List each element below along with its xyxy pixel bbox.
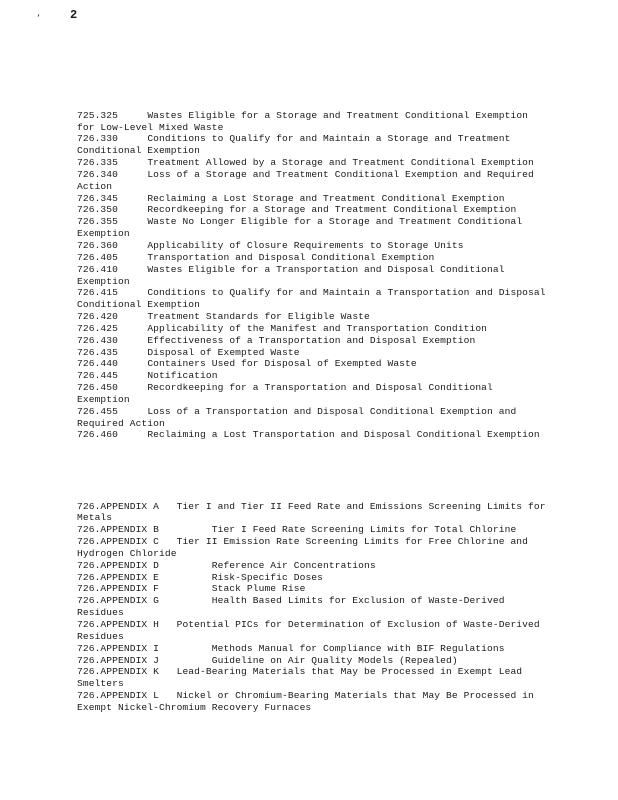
entry-code: 726.460 xyxy=(77,429,119,441)
entry-spacing xyxy=(118,370,147,381)
entry-title: Recordkeeping for a Storage and Treatment Conditional Exemption xyxy=(147,204,517,216)
entry-title: Waste No Longer Eligible for a Storage and Treatment Conditional Exemption xyxy=(77,216,529,240)
section-entry xyxy=(77,347,547,359)
entry-title: Reclaiming a Lost Transportation and Disposal Conditional Exemption xyxy=(147,429,540,441)
entry-title: Effectiveness of a Transportation and Disposal Exemption xyxy=(147,334,476,346)
table-of-contents xyxy=(77,86,552,726)
entry-code: 726.415 xyxy=(77,287,119,299)
appendices-list xyxy=(77,500,552,714)
entry-code: 726.420 xyxy=(77,311,119,323)
entry-spacing xyxy=(118,216,147,227)
appendix-entry xyxy=(77,500,552,525)
scan-mark: ‘ xyxy=(36,14,41,23)
entry-spacing xyxy=(118,429,147,440)
entry-title: Reclaiming a Lost Storage and Treatment Conditional Exemption xyxy=(147,192,505,204)
entry-spacing xyxy=(118,311,147,322)
entry-title: Conditions to Qualify for and Maintain a Transportation and Disposal Conditional Exemption xyxy=(77,287,552,311)
sections-list xyxy=(77,109,552,442)
section-entry xyxy=(77,370,547,382)
entry-code: 726.APPENDIX H xyxy=(77,618,160,630)
entry-spacing xyxy=(118,204,147,215)
entry-code: 726.450 xyxy=(77,382,119,394)
entry-title: Wastes Eligible for a Transportation and Disposal Conditional Exemption xyxy=(77,263,511,287)
entry-title: Treatment Allowed by a Storage and Treatment Conditional Exemption xyxy=(147,157,534,169)
entry-spacing xyxy=(118,193,147,204)
entry-spacing xyxy=(159,560,212,571)
entry-title: Tier I Feed Rate Screening Limits for Total Chlorine xyxy=(211,524,517,536)
entry-title: Guideline on Air Quality Models (Repealed) xyxy=(211,654,458,666)
entry-code: 726.330 xyxy=(77,133,119,145)
entry-code: 726.445 xyxy=(77,370,119,382)
entry-spacing xyxy=(159,572,212,583)
entry-spacing xyxy=(118,287,147,298)
appendix-entry xyxy=(77,666,547,690)
entry-code: 726.430 xyxy=(77,334,119,346)
entry-spacing xyxy=(118,323,147,334)
entry-spacing xyxy=(159,690,177,701)
entry-title: Wastes Eligible for a Storage and Treatment Conditional Exemption for Low-Level Mixed Waste xyxy=(77,109,534,133)
entry-code: 726.APPENDIX G xyxy=(77,595,160,607)
entry-spacing xyxy=(118,358,147,369)
entry-spacing xyxy=(159,501,177,512)
section-entry xyxy=(77,382,547,406)
section-entry xyxy=(77,133,547,157)
entry-title: Health Based Limits for Exclusion of Waste-Derived Residues xyxy=(77,595,511,619)
entry-code: 726.APPENDIX A xyxy=(77,500,160,512)
section-entry xyxy=(77,429,547,441)
entry-spacing xyxy=(159,583,212,594)
entry-spacing xyxy=(159,595,212,606)
entry-code: 726.410 xyxy=(77,263,119,275)
entry-spacing xyxy=(159,655,212,666)
entry-spacing xyxy=(159,524,212,535)
entry-spacing xyxy=(159,536,177,547)
section-gap xyxy=(77,465,547,477)
entry-title: Transportation and Disposal Conditional Exemption xyxy=(147,251,435,263)
entry-title: Notification xyxy=(147,370,218,382)
section-entry xyxy=(77,157,547,169)
section-entry xyxy=(77,204,547,216)
entry-code: 726.APPENDIX E xyxy=(77,571,160,583)
appendix-entry xyxy=(77,583,547,595)
entry-spacing xyxy=(118,335,147,346)
section-entry xyxy=(77,358,547,370)
entry-code: 726.APPENDIX L xyxy=(77,690,160,702)
page-number: 2 xyxy=(70,8,78,22)
entry-title: Tier I and Tier II Feed Rate and Emissions Screening Limits for Metals xyxy=(77,500,552,524)
appendix-entry xyxy=(77,690,547,714)
entry-code: 726.APPENDIX D xyxy=(77,559,160,571)
entry-title: Nickel or Chromium-Bearing Materials that May Be Processed in Exempt Nickel-Chromium Recovery Furnaces xyxy=(77,690,540,713)
entry-title: Loss of a Storage and Treatment Conditional Exemption and Required Action xyxy=(77,168,540,192)
entry-code: 726.440 xyxy=(77,358,119,370)
section-entry xyxy=(77,169,547,193)
appendix-entry xyxy=(77,524,547,536)
entry-title: Methods Manual for Compliance with BIF Regulations xyxy=(211,642,505,654)
appendix-entry xyxy=(77,560,547,572)
entry-code: 726.455 xyxy=(77,405,119,417)
entry-code: 726.APPENDIX I xyxy=(77,642,160,654)
entry-title: Stack Plume Rise xyxy=(211,583,306,595)
section-entry xyxy=(77,323,547,335)
entry-code: 726.APPENDIX F xyxy=(77,583,160,595)
entry-spacing xyxy=(118,252,147,263)
section-entry xyxy=(77,287,552,311)
entry-title: Potential PICs for Determination of Exclusion of Waste-Derived Residues xyxy=(77,618,546,642)
entry-title: Risk-Specific Doses xyxy=(211,571,324,583)
entry-title: Recordkeeping for a Transportation and Disposal Conditional Exemption xyxy=(77,382,499,405)
entry-spacing xyxy=(118,406,147,417)
appendix-entry xyxy=(77,536,547,560)
entry-code: 726.340 xyxy=(77,168,119,180)
entry-code: 726.360 xyxy=(77,239,119,251)
entry-spacing xyxy=(159,643,212,654)
section-entry xyxy=(77,335,547,347)
entry-title: Reference Air Concentrations xyxy=(211,559,376,571)
entry-spacing xyxy=(118,347,147,358)
entry-code: 726.APPENDIX B xyxy=(77,524,160,536)
entry-code: 726.355 xyxy=(77,216,119,228)
entry-spacing xyxy=(118,169,147,180)
entry-spacing xyxy=(118,382,147,393)
entry-spacing xyxy=(118,240,147,251)
entry-title: Conditions to Qualify for and Maintain a Storage and Treatment Conditional Exemption xyxy=(77,133,517,157)
entry-spacing xyxy=(118,264,147,275)
section-entry xyxy=(77,216,547,240)
entry-code: 726.345 xyxy=(77,192,119,204)
section-entry xyxy=(77,406,547,430)
appendix-entry xyxy=(77,595,547,619)
appendix-entry xyxy=(77,619,547,643)
entry-code: 725.325 xyxy=(77,109,119,121)
entry-title: Lead-Bearing Materials that May be Processed in Exempt Lead Smelters xyxy=(77,666,529,690)
entry-title: Treatment Standards for Eligible Waste xyxy=(147,311,370,323)
entry-title: Containers Used for Disposal of Exempted Waste xyxy=(147,358,417,370)
entry-spacing xyxy=(118,110,147,121)
entry-title: Loss of a Transportation and Disposal Conditional Exemption and Required Action xyxy=(77,405,523,429)
appendix-entry xyxy=(77,655,547,667)
section-entry xyxy=(77,193,547,205)
entry-title: Disposal of Exempted Waste xyxy=(147,346,300,358)
entry-spacing xyxy=(118,133,147,144)
entry-code: 726.APPENDIX C xyxy=(77,536,160,548)
section-entry xyxy=(77,311,547,323)
appendix-entry xyxy=(77,643,547,655)
entry-spacing xyxy=(159,666,177,677)
entry-title: Tier II Emission Rate Screening Limits for Free Chlorine and Hydrogen Chloride xyxy=(77,536,534,559)
entry-code: 726.335 xyxy=(77,157,119,169)
entry-code: 726.425 xyxy=(77,322,119,334)
appendix-entry xyxy=(77,572,547,584)
entry-title: Applicability of the Manifest and Transportation Condition xyxy=(147,322,488,334)
entry-spacing xyxy=(159,619,177,630)
entry-code: 726.405 xyxy=(77,251,119,263)
entry-title: Applicability of Closure Requirements to Storage Units xyxy=(147,239,464,251)
entry-code: 726.APPENDIX J xyxy=(77,654,160,666)
entry-spacing xyxy=(118,157,147,168)
section-entry xyxy=(77,110,547,134)
entry-code: 726.435 xyxy=(77,346,119,358)
section-entry xyxy=(77,264,547,288)
entry-code: 726.350 xyxy=(77,204,119,216)
section-entry xyxy=(77,252,547,264)
entry-code: 726.APPENDIX K xyxy=(77,666,160,678)
section-entry xyxy=(77,240,547,252)
